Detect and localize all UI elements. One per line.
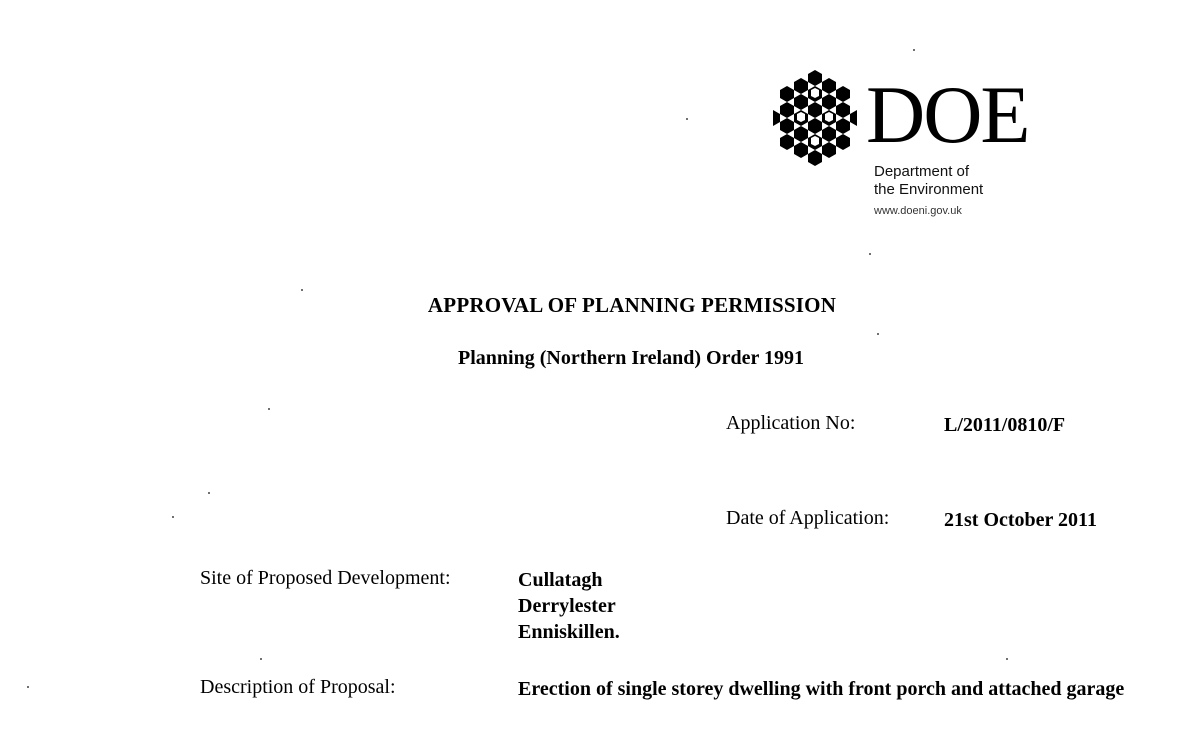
application-date-label: Date of Application: [726, 507, 890, 529]
site-address-line: Cullatagh [518, 569, 603, 591]
scan-speck [877, 333, 879, 335]
description-value: Erection of single storey dwelling with front porch and attached garage [518, 678, 1125, 700]
application-number-label: Application No: [726, 412, 856, 434]
scan-speck [208, 492, 210, 494]
description-label: Description of Proposal: [200, 676, 396, 698]
scan-speck [869, 253, 871, 255]
website-link[interactable]: www.doeni.gov.uk [874, 205, 962, 217]
department-block [874, 163, 983, 220]
scan-speck [268, 408, 270, 410]
scan-speck [260, 658, 262, 660]
site-address-line: Enniskillen. [518, 621, 620, 643]
scan-speck [913, 49, 915, 51]
application-number-value: L/2011/0810/F [944, 414, 1066, 436]
logo-wordmark: DOE [866, 69, 1029, 160]
site-address-line: Derrylester [518, 595, 616, 617]
scan-speck [172, 516, 174, 518]
scan-speck [27, 686, 29, 688]
department-name-line1: Department of [874, 163, 970, 180]
scan-speck [686, 118, 688, 120]
department-name-line2: the Environment [874, 181, 984, 198]
scan-speck [301, 289, 303, 291]
application-date-value: 21st October 2011 [944, 509, 1097, 531]
document-title: APPROVAL OF PLANNING PERMISSION [427, 293, 837, 317]
scan-speck [1006, 658, 1008, 660]
site-address [518, 567, 620, 645]
doe-hexagon-logo-icon [773, 70, 857, 166]
document-subtitle: Planning (Northern Ireland) Order 1991 [458, 347, 804, 369]
site-label: Site of Proposed Development: [200, 567, 451, 589]
